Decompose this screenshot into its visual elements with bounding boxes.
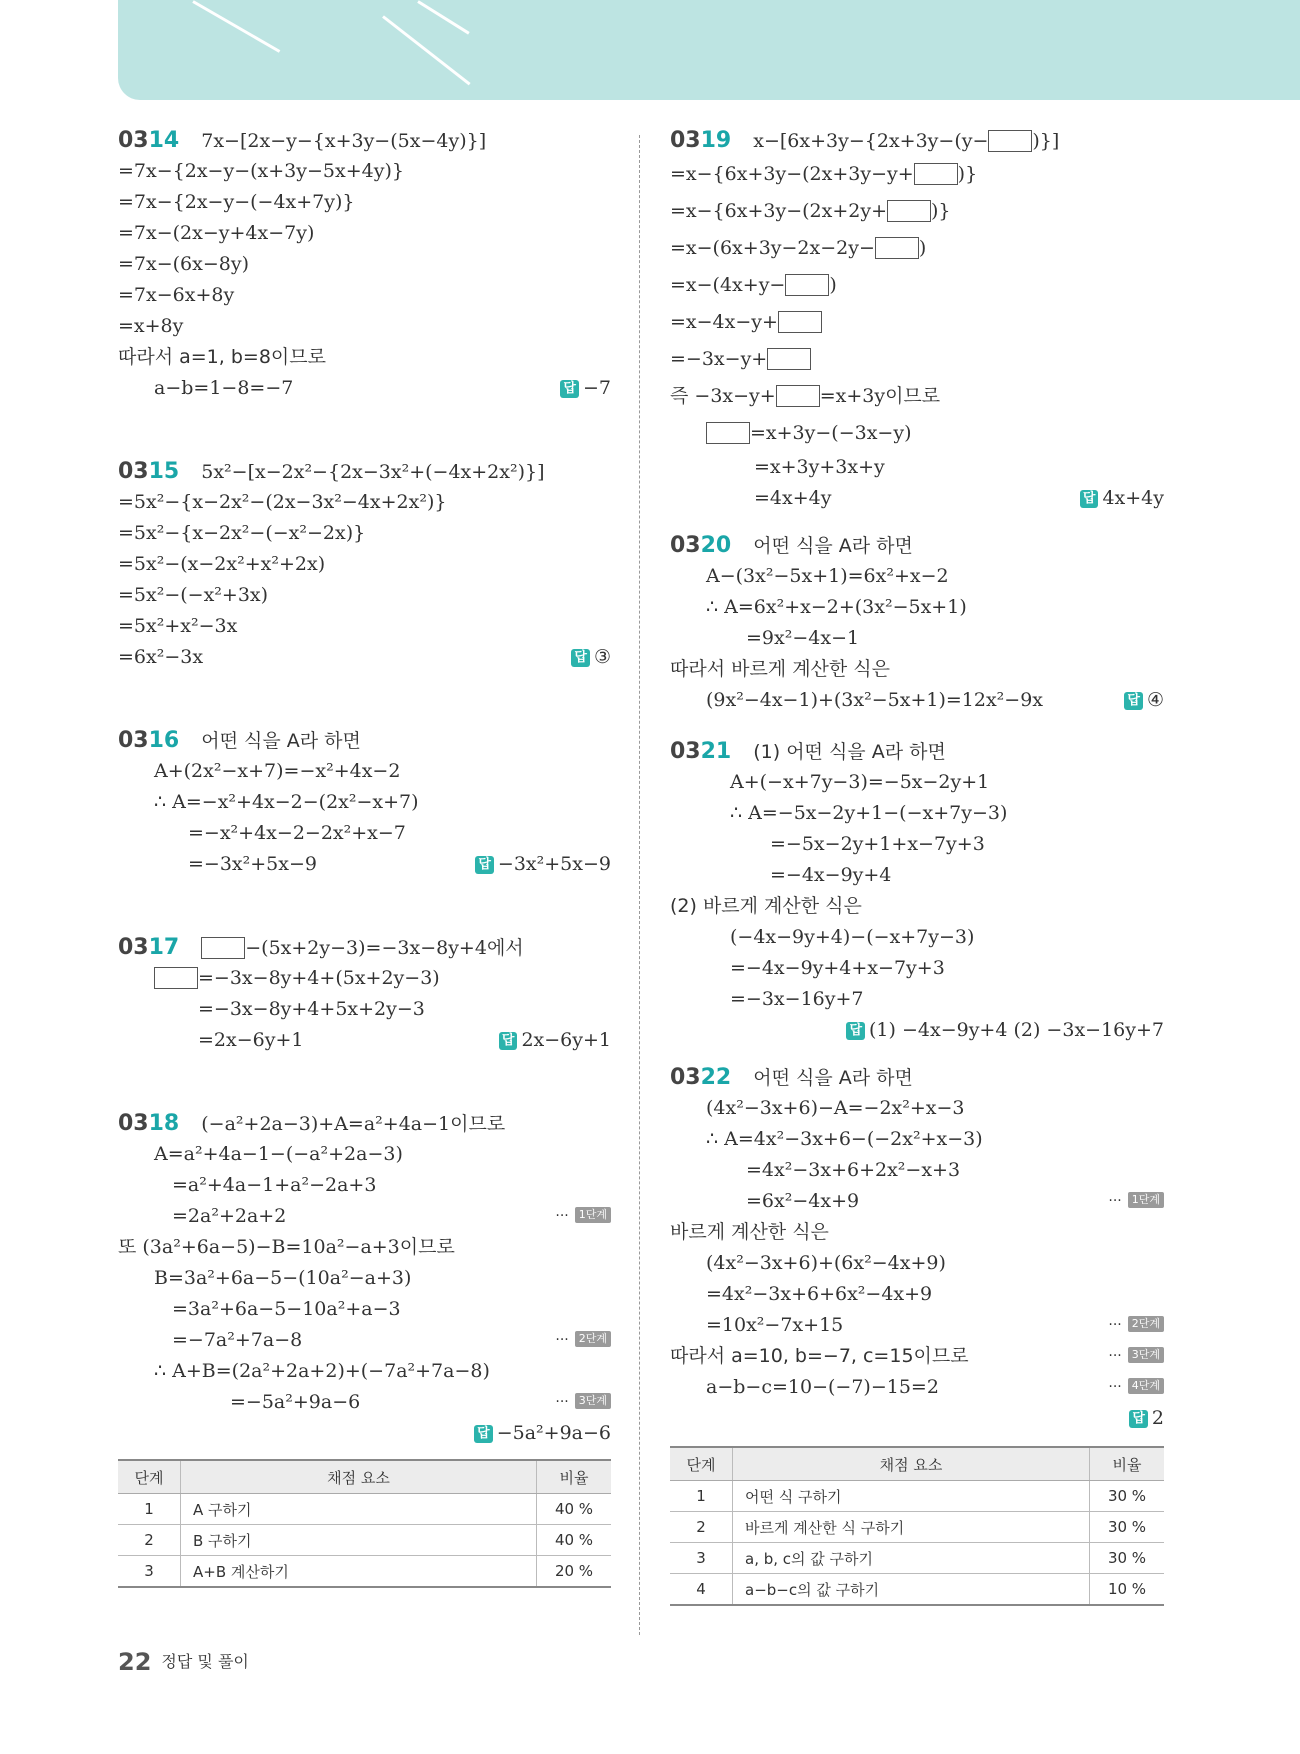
math-line: =2a²+2a+2 xyxy=(172,1205,287,1227)
answer-badge: 답 xyxy=(1080,490,1099,508)
table-row: 3 a, b, c의 값 구하기 30 % xyxy=(670,1543,1164,1574)
problem-number: 0319 xyxy=(670,128,732,153)
math-line: =7x−{2x−y−(−4x+7y)} xyxy=(118,191,355,213)
math-line: =−3x−8y+4+(5x+2y−3) xyxy=(198,967,440,989)
table-row: 1 어떤 식 구하기 30 % xyxy=(670,1481,1164,1512)
problem-0321: 0321 (1) 어떤 식을 A라 하면 A+(−x+7y−3)=−5x−2y+1 ∴ A=−5x−2y+1−(−x+7y−3) =−5x−2y+1+x−7y+3 =−4x−9y+4 (2) 바르게 계산한 식은 (−4x−9y+4)−(−x+7y−3) =−4x−9y+4+x−7y+3 =−3x−16y+7 답 (1) −4x−9y+4 (2) −3x−16y+7 xyxy=(670,736,1164,1046)
answer: 답 ④ xyxy=(1124,685,1164,716)
math-line: 또 (3a²+6a−5)−B=10a²−a+3이므로 xyxy=(118,1236,455,1258)
math-line: =−3x−8y+4+5x+2y−3 xyxy=(198,998,425,1020)
answer-badge: 답 xyxy=(1124,692,1143,710)
text-line: 따라서 a=10, b=−7, c=15이므로 xyxy=(670,1345,969,1367)
blank-box xyxy=(776,385,820,407)
math-line: (9x²−4x−1)+(3x²−5x+1)=12x²−9x xyxy=(706,689,1044,711)
math-line: (4x²−3x+6)+(6x²−4x+9) xyxy=(706,1252,946,1274)
problem-0322: 0322 어떤 식을 A라 하면 (4x²−3x+6)−A=−2x²+x−3 ∴ A=4x²−3x+6−(−2x²+x−3) =4x²−3x+6+2x²−x+3 =6x²−4x+9 ··· 1단계 바르게 계산한 식은 (4x²−3x+6)+(6x²−4x+9) =4x²−3x+6+6x²−4x+9 =10x²−7x+15 ··· 2단계 따라서 a=10, b=−7, c=15이므로 ··· 3단계 a−b−c=10−(−7)−15=2 ··· 4단계 답 2 단계 채점 요소 비율 1 어떤 식 구하기 30 % 2 바르게 계산한 식 구하기 30 % 3 a, b, c의 값 구하기 30 % 4 a−b−c의 값 구하기 10 % xyxy=(670,1062,1164,1606)
math-line: 5x²−[x−2x²−{2x−3x²+(−4x+2x²)}] xyxy=(201,461,545,483)
math-line: (4x²−3x+6)−A=−2x²+x−3 xyxy=(706,1097,965,1119)
problem-number: 0317 xyxy=(118,935,180,960)
math-line: a−b=1−8=−7 xyxy=(154,377,294,399)
problem-0314 xyxy=(118,125,611,404)
math-line: =3a²+6a−5−10a²+a−3 xyxy=(172,1298,401,1320)
blank-box xyxy=(785,274,829,296)
math-line: =10x²−7x+15 xyxy=(706,1314,844,1336)
blank-box xyxy=(767,348,811,370)
math-line: =5x²−(−x²+3x) xyxy=(118,584,269,606)
answer-badge: 답 xyxy=(474,1425,493,1443)
table-header: 채점 요소 xyxy=(181,1460,537,1494)
text-line: 따라서 바르게 계산한 식은 xyxy=(670,658,891,680)
text-line: 따라서 a=1, b=8이므로 xyxy=(118,346,326,368)
page-footer xyxy=(118,1648,249,1676)
math-line: =−x²+4x−2−2x²+x−7 xyxy=(188,822,406,844)
answer: 답 −3x²+5x−9 xyxy=(475,849,611,880)
math-line: =7x−(2x−y+4x−7y) xyxy=(118,222,315,244)
answer-badge: 답 xyxy=(475,856,494,874)
problem-number: 0322 xyxy=(670,1065,732,1090)
math-line: =−3x−16y+7 xyxy=(730,988,864,1010)
table-header: 비율 xyxy=(537,1460,612,1494)
blank-box xyxy=(778,311,822,333)
math-line: =a²+4a−1+a²−2a+3 xyxy=(172,1174,377,1196)
math-line: (−a²+2a−3)+A=a²+4a−1이므로 xyxy=(201,1113,506,1135)
step-marker: ··· 4단계 xyxy=(1108,1372,1164,1403)
math-line: ∴ A=−5x−2y+1−(−x+7y−3) xyxy=(730,802,1008,824)
math-line: =9x²−4x−1 xyxy=(746,627,860,649)
answer-badge: 답 xyxy=(560,380,579,398)
math-line: ∴ A=−x²+4x−2−(2x²−x+7) xyxy=(154,791,419,813)
math-line: a−b−c=10−(−7)−15=2 xyxy=(706,1376,939,1398)
decorative-streak xyxy=(417,0,469,34)
math-line: A+(2x²−x+7)=−x²+4x−2 xyxy=(154,760,401,782)
problem-number: 0318 xyxy=(118,1111,180,1136)
math-line: =−3x²+5x−9 xyxy=(188,853,317,875)
math-line: =5x²−(x−2x²+x²+2x) xyxy=(118,553,326,575)
math-line: =−4x−9y+4 xyxy=(770,864,892,886)
answer-badge: 답 xyxy=(571,649,590,667)
page-number: 22 xyxy=(118,1648,152,1676)
problem-0320: 0320 어떤 식을 A라 하면 A−(3x²−5x+1)=6x²+x−2 ∴ A=6x²+x−2+(3x²−5x+1) =9x²−4x−1 따라서 바르게 계산한 식은 (9x²−4x−1)+(3x²−5x+1)=12x²−9x 답 ④ xyxy=(670,530,1164,716)
answer-badge: 답 xyxy=(1129,1410,1148,1428)
answer: 답 2 xyxy=(1129,1403,1164,1434)
problem-number: 0314 xyxy=(118,128,180,153)
math-line: −(5x+2y−3)=−3x−8y+4에서 xyxy=(245,937,524,959)
problem-number: 0320 xyxy=(670,533,732,558)
blank-box xyxy=(887,200,931,222)
footer-title: 정답 및 풀이 xyxy=(161,1652,249,1671)
text-line: 어떤 식을 A라 하면 xyxy=(201,730,361,752)
step-marker: ··· 1단계 xyxy=(1108,1186,1164,1217)
decorative-streak xyxy=(192,0,280,53)
blank-box xyxy=(154,967,198,989)
math-line: =x+3y+3x+y xyxy=(754,456,885,478)
left-column xyxy=(118,125,611,1588)
problem-0316 xyxy=(118,725,611,880)
blank-box xyxy=(914,163,958,185)
problem-number: 0316 xyxy=(118,728,180,753)
math-line: =x+8y xyxy=(118,315,184,337)
math-line: =6x²−4x+9 xyxy=(746,1190,860,1212)
table-row: 2 바르게 계산한 식 구하기 30 % xyxy=(670,1512,1164,1543)
math-line: =5x²+x²−3x xyxy=(118,615,238,637)
table-row: 2 B 구하기 40 % xyxy=(118,1525,611,1556)
problem-0319: 0319 x−[6x+3y−{2x+3y−(y− )}] =x−{6x+3y−(2x+3y−y+ )} =x−{6x+3y−(2x+2y+ )} =x−(6x+3y−2x−2y− ) =x−(4x+y− ) =x−4x−y+ =−3x−y+ 즉 −3x−y+ =x+3y이므로 =x+3y−(−3x−y) =x+3y+3x+y =4x+4y 답 4x+4y xyxy=(670,125,1164,514)
math-line: =4x+4y xyxy=(754,487,832,509)
table-row: 3 A+B 계산하기 20 % xyxy=(118,1556,611,1588)
math-line: =−7a²+7a−8 xyxy=(172,1329,303,1351)
math-line: A=a²+4a−1−(−a²+2a−3) xyxy=(154,1143,403,1165)
blank-box xyxy=(875,237,919,259)
problem-0317 xyxy=(118,932,611,1056)
math-line: 7x−[2x−y−{x+3y−(5x−4y)}] xyxy=(201,130,487,152)
scoring-table xyxy=(118,1459,611,1588)
answer-badge: 답 xyxy=(499,1032,518,1050)
math-line: =7x−6x+8y xyxy=(118,284,235,306)
math-line: =7x−(6x−8y) xyxy=(118,253,250,275)
math-line: (−4x−9y+4)−(−x+7y−3) xyxy=(730,926,975,948)
math-line: A+(−x+7y−3)=−5x−2y+1 xyxy=(730,771,990,793)
answer: 답 −7 xyxy=(560,373,611,404)
table-header: 단계 xyxy=(118,1460,181,1494)
math-line: =−4x−9y+4+x−7y+3 xyxy=(730,957,945,979)
math-line: B=3a²+6a−5−(10a²−a+3) xyxy=(154,1267,412,1289)
math-line: ∴ A=6x²+x−2+(3x²−5x+1) xyxy=(706,596,967,618)
column-divider xyxy=(639,135,640,1635)
table-header: 단계 xyxy=(670,1447,733,1481)
blank-box xyxy=(706,422,750,444)
answer: 답 (1) −4x−9y+4 (2) −3x−16y+7 xyxy=(846,1015,1164,1046)
problem-0315 xyxy=(118,456,611,673)
answer: 답 4x+4y xyxy=(1080,483,1164,514)
blank-box xyxy=(201,937,245,959)
right-column xyxy=(670,125,1164,1606)
header-banner xyxy=(118,0,1300,100)
table-header: 비율 xyxy=(1090,1447,1165,1481)
math-line: =2x−6y+1 xyxy=(198,1029,304,1051)
blank-box xyxy=(988,130,1032,152)
step-marker: ··· 1단계 xyxy=(555,1201,611,1232)
math-line: =6x²−3x xyxy=(118,646,204,668)
step-marker: ··· 2단계 xyxy=(1108,1310,1164,1341)
math-line: =−5a²+9a−6 xyxy=(230,1391,361,1413)
problem-number: 0321 xyxy=(670,739,732,764)
math-line: ∴ A=4x²−3x+6−(−2x²+x−3) xyxy=(706,1128,983,1150)
problem-number: 0315 xyxy=(118,459,180,484)
math-line: =4x²−3x+6+6x²−4x+9 xyxy=(706,1283,933,1305)
step-marker: ··· 3단계 xyxy=(555,1387,611,1418)
math-line: =5x²−{x−2x²−(2x−3x²−4x+2x²)} xyxy=(118,491,447,513)
answer: 답 2x−6y+1 xyxy=(499,1025,611,1056)
step-marker: ··· 2단계 xyxy=(555,1325,611,1356)
math-line: =−5x−2y+1+x−7y+3 xyxy=(770,833,985,855)
table-header: 채점 요소 xyxy=(733,1447,1090,1481)
math-line: =5x²−{x−2x²−(−x²−2x)} xyxy=(118,522,366,544)
table-row: 1 A 구하기 40 % xyxy=(118,1494,611,1525)
answer: 답 ③ xyxy=(571,642,611,673)
problem-0318 xyxy=(118,1108,611,1588)
table-row: 4 a−b−c의 값 구하기 10 % xyxy=(670,1574,1164,1606)
step-marker: ··· 3단계 xyxy=(1108,1341,1164,1372)
math-line: =4x²−3x+6+2x²−x+3 xyxy=(746,1159,961,1181)
text-line: (2) 바르게 계산한 식은 xyxy=(670,895,862,917)
text-line: 바르게 계산한 식은 xyxy=(670,1221,829,1243)
math-line: =7x−{2x−y−(x+3y−5x+4y)} xyxy=(118,160,404,182)
answer-badge: 답 xyxy=(846,1022,865,1040)
scoring-table xyxy=(670,1446,1164,1606)
math-line: ∴ A+B=(2a²+2a+2)+(−7a²+7a−8) xyxy=(154,1360,490,1382)
answer: 답 −5a²+9a−6 xyxy=(474,1418,611,1449)
math-line: A−(3x²−5x+1)=6x²+x−2 xyxy=(706,565,949,587)
